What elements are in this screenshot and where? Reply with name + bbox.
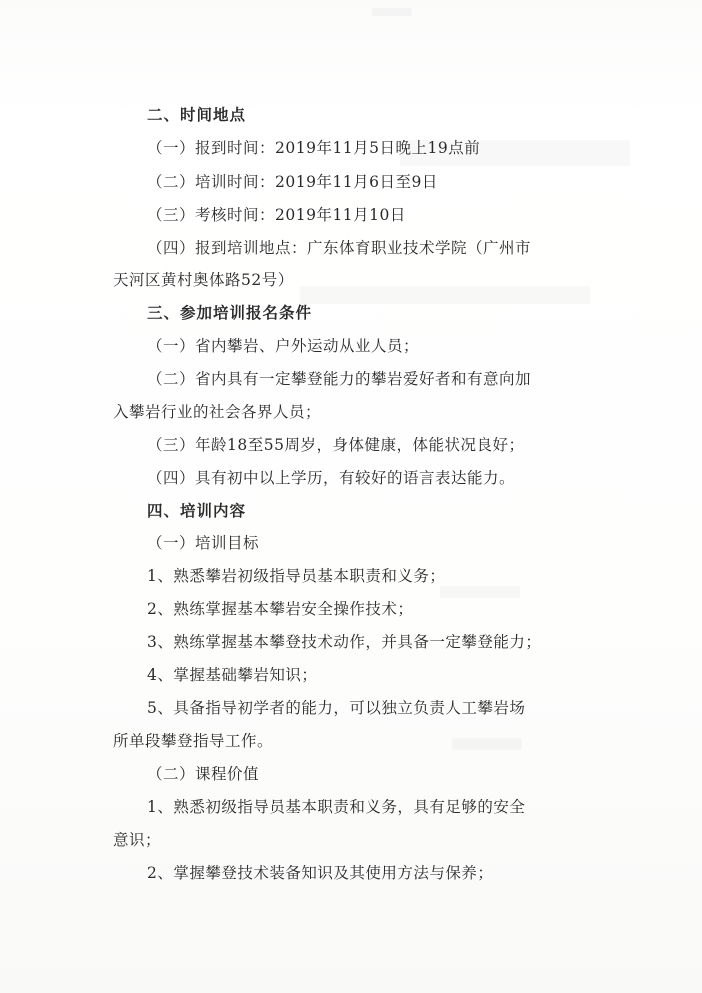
paragraph-line: （二）省内具有一定攀登能力的攀岩爱好者和有意向加: [147, 370, 532, 388]
bleed-through-mark: [300, 286, 590, 304]
list-item: 3、熟练掌握基本攀登技术动作，并具备一定攀登能力；: [147, 633, 542, 651]
paragraph-line: （四）具有初中以上学历，有较好的语言表达能力。: [147, 469, 516, 487]
list-item: 2、掌握攀登技术装备知识及其使用方法与保养；: [147, 864, 494, 882]
paragraph-line: （一）省内攀岩、户外运动从业人员；: [147, 337, 420, 355]
list-item: 5、具备指导初学者的能力，可以独立负责人工攀岩场: [147, 699, 526, 717]
list-item-continuation: 所单段攀登指导工作。: [113, 732, 274, 750]
bleed-through-mark: [452, 738, 522, 750]
section-heading-enrollment-conditions: 三、参加培训报名条件: [147, 304, 313, 322]
list-item: 1、熟悉初级指导员基本职责和义务，具有足够的安全: [147, 798, 526, 816]
paragraph-line: （一）报到时间：2019年11月5日晚上19点前: [147, 139, 481, 157]
list-item-continuation: 意识；: [113, 831, 162, 849]
paragraph-line: （四）报到培训地点：广东体育职业技术学院（广州市: [147, 239, 532, 257]
subsection-heading: （一）培训目标: [147, 534, 260, 552]
paragraph-line: （二）培训时间：2019年11月6日至9日: [147, 173, 438, 191]
paragraph-line: 天河区黄村奥体路52号）: [113, 271, 294, 289]
paragraph-line: （三）年龄18至55周岁，身体健康，体能状况良好；: [147, 436, 525, 454]
list-item: 1、熟悉攀岩初级指导员基本职责和义务；: [147, 567, 446, 585]
subsection-heading: （二）课程价值: [147, 765, 260, 783]
section-heading-time-location: 二、时间地点: [147, 106, 247, 124]
paragraph-line: （三）考核时间：2019年11月10日: [147, 206, 406, 224]
paragraph-line: 入攀岩行业的社会各界人员；: [113, 403, 322, 421]
section-heading-training-content: 四、培训内容: [147, 502, 247, 520]
bleed-through-mark: [372, 8, 412, 16]
list-item: 2、熟练掌握基本攀岩安全操作技术；: [147, 600, 414, 618]
bleed-through-mark: [440, 586, 520, 598]
list-item: 4、掌握基础攀岩知识；: [147, 666, 318, 684]
